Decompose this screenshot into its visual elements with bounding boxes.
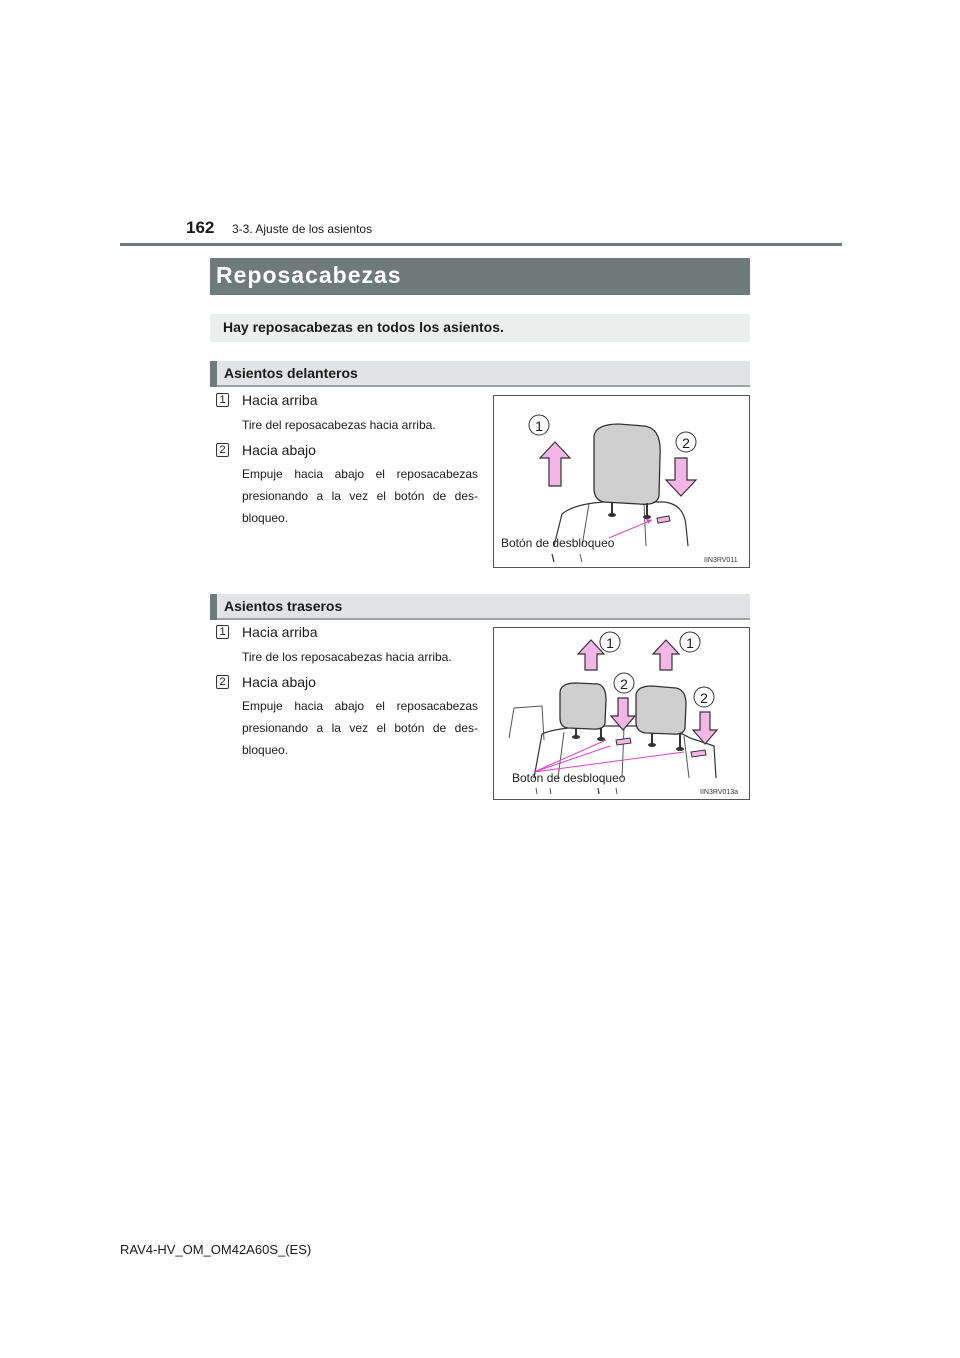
- page-title: Reposacabezas: [216, 262, 402, 288]
- rear-step-1-desc: Tire de los reposacabezas hacia arriba.: [242, 650, 452, 664]
- rear-step-2-desc: Empuje hacia abajo el reposacabezas presionando a la vez el botón de des-bloqueo.: [242, 699, 478, 757]
- rear-step-1-title: Hacia arriba: [242, 624, 318, 640]
- front-step-2-number: 2: [216, 443, 229, 457]
- front-step-1-title: Hacia arriba: [242, 392, 318, 408]
- page-number: 162: [186, 218, 215, 237]
- rear-callout-2-left: 2: [620, 676, 628, 692]
- rear-step-2-title: Hacia abajo: [242, 674, 316, 690]
- rear-callout-1-left: 1: [606, 635, 614, 651]
- rear-headrest-figure: [493, 627, 750, 800]
- front-step-1-number: 1: [216, 393, 229, 407]
- front-figure-code: IIN3RV011: [704, 557, 738, 564]
- rear-release-button-label: Botón de desbloqueo: [512, 771, 626, 785]
- front-step-2-title: Hacia abajo: [242, 442, 316, 458]
- front-step-2-desc: Empuje hacia abajo el reposacabezas presionando a la vez el botón de des-bloqueo.: [242, 467, 478, 525]
- rear-callout-2-right: 2: [700, 690, 708, 706]
- rear-figure-code: IIN3RV013a: [700, 789, 739, 796]
- rear-step-1-number: 1: [216, 625, 229, 639]
- front-release-button-label: Botón de desbloqueo: [501, 536, 615, 550]
- front-callout-2: 2: [682, 435, 690, 451]
- front-step-1-desc: Tire del reposacabezas hacia arriba.: [242, 418, 436, 432]
- rear-seats-heading-text: Asientos traseros: [224, 598, 343, 614]
- rear-seats-heading: [210, 594, 750, 620]
- heading-bar: [210, 361, 217, 387]
- front-seats-heading-text: Asientos delanteros: [224, 365, 358, 381]
- document-footer: RAV4-HV_OM_OM42A60S_(ES): [120, 1242, 312, 1257]
- rear-callout-1-right: 1: [686, 635, 694, 651]
- front-seats-heading: [210, 361, 750, 387]
- intro-text: Hay reposacabezas en todos los asientos.: [223, 319, 504, 335]
- front-callout-1: 1: [535, 418, 543, 434]
- section-label: 3-3. Ajuste de los asientos: [232, 222, 373, 236]
- header-rule: [120, 243, 842, 246]
- rear-step-2-number: 2: [216, 675, 229, 689]
- front-headrest-figure: [493, 395, 750, 568]
- heading-bar: [210, 594, 217, 620]
